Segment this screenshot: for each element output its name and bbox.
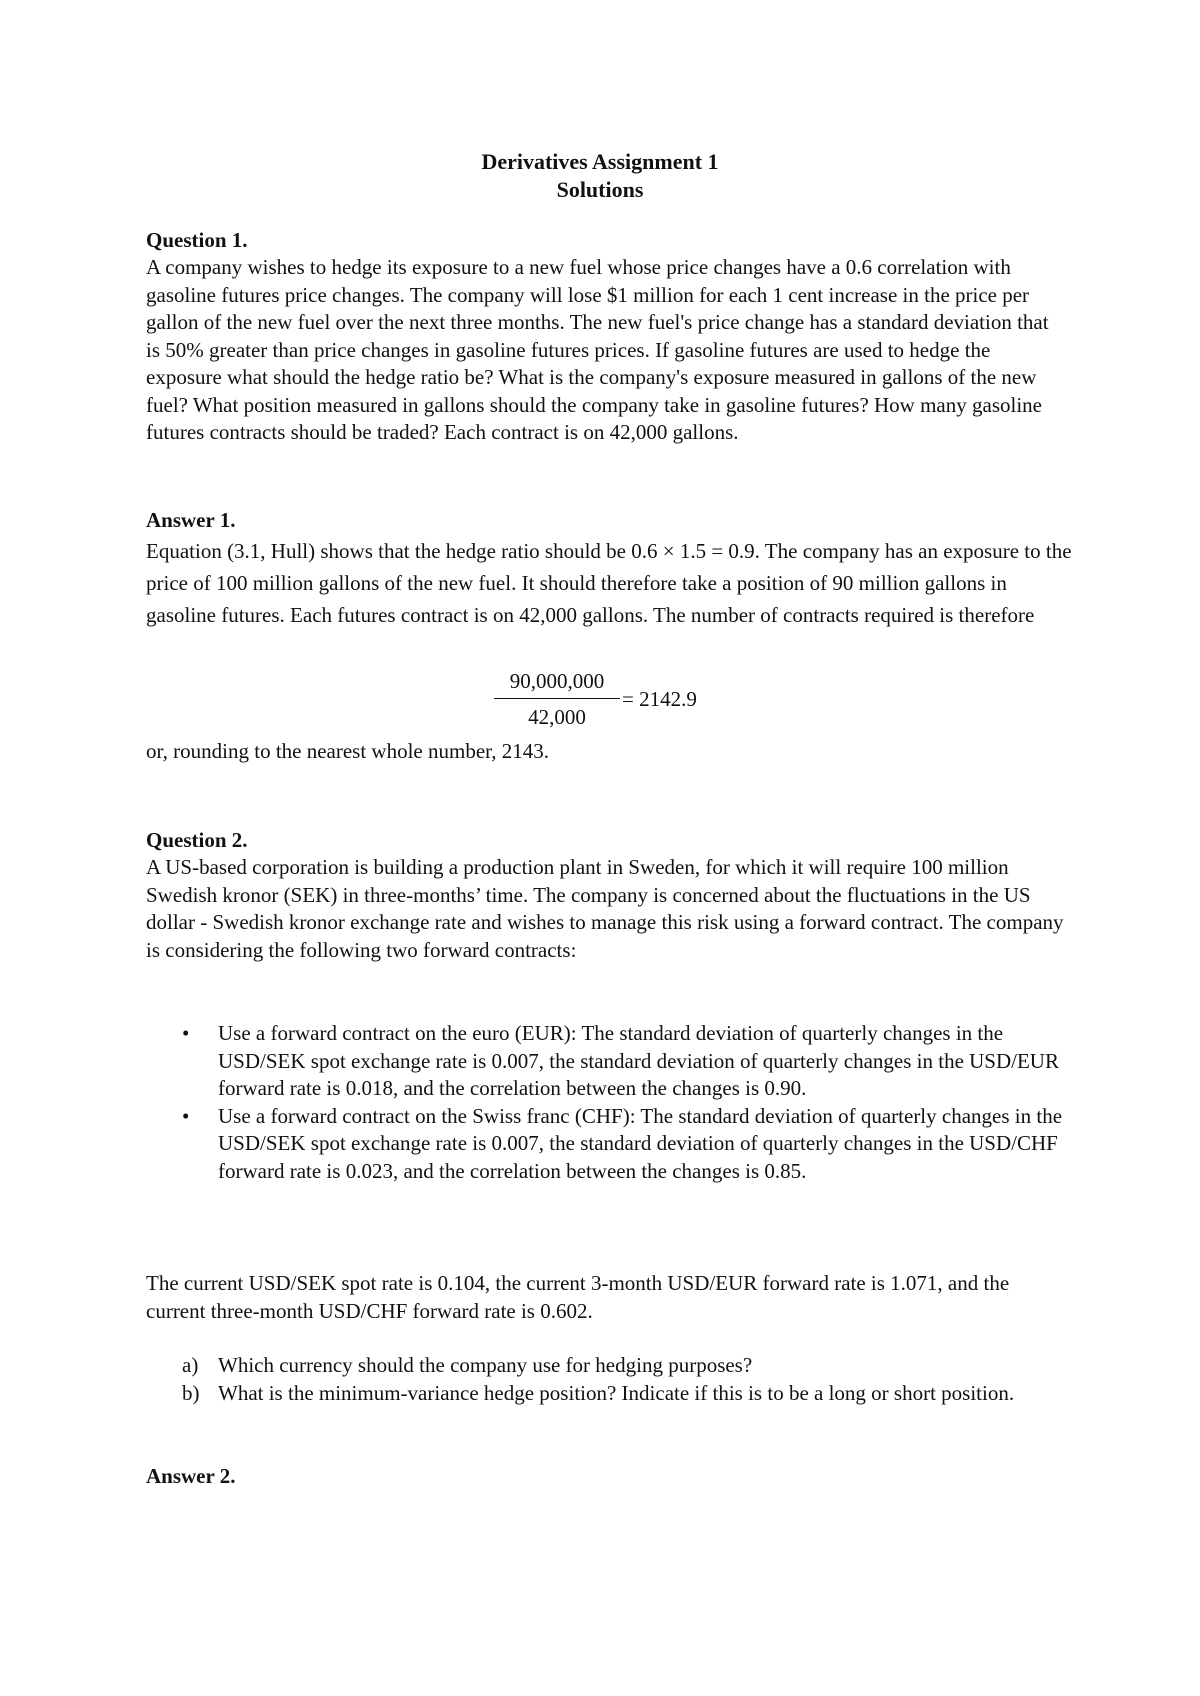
list-item (146, 1103, 1066, 1186)
document-title: Derivatives Assignment 1 (481, 149, 719, 174)
question-2-intro: A US-based corporation is building a production plant in Sweden, for which it will require 100 million Swedish kronor (SEK) in three-months’ time. The company is concerned about the fluctuations in the US dollar - Swedish kronor exchange rate and wishes to manage this risk using a forward contract. The company is considering the following two forward contracts: (146, 855, 1064, 962)
question-2-heading: Question 2. (146, 828, 248, 852)
list-item (146, 1352, 1066, 1380)
fraction-denominator: 42,000 (528, 705, 586, 729)
subquestion-marker: b) (182, 1380, 200, 1405)
bullet-icon: • (182, 1103, 190, 1128)
document-subtitle: Solutions (556, 177, 644, 202)
fraction-result: = 2142.9 (622, 687, 697, 711)
fraction-numerator: 90,000,000 (509, 669, 605, 693)
list-item-text: Use a forward contract on the euro (EUR): The standard deviation of quarterly changes in the USD/SEK spot exchange rate is 0.007, the standard deviation of quarterly changes in the USD/EUR forward rate is 0.018, and the correlation between the changes is 0.90. (218, 1021, 1059, 1100)
question-2-subquestions (146, 1352, 1066, 1407)
list-item-text: Use a forward contract on the Swiss franc (CHF): The standard deviation of quarterly changes in the USD/SEK spot exchange rate is 0.007, the standard deviation of quarterly changes in the USD/CHF forward rate is 0.023, and the correlation between the changes is 0.85. (218, 1103, 1063, 1183)
question-1-text: A company wishes to hedge its exposure to a new fuel whose price changes have a 0.6 correlation with gasoline futures price changes. The company will lose $1 million for each 1 cent increase in the price per gallon of the new fuel over the next three months. The new fuel's price change has a standard deviation that is 50% greater than price changes in gasoline futures prices. If gasoline futures are used to hedge the exposure what should the hedge ratio be? What is the company's exposure measured in gallons of the new fuel? What position measured in gallons should the company take in gasoline futures? How many gasoline futures contracts should be traded? Each contract is on 42,000 gallons. (146, 255, 1049, 444)
list-item (146, 1380, 1066, 1408)
hedge-options-list (146, 1020, 1066, 1185)
list-item (146, 1020, 1066, 1103)
bullet-icon: • (182, 1021, 190, 1045)
question-2-rates: The current USD/SEK spot rate is 0.104, the current 3-month USD/EUR forward rate is 1.071, and the current three-month USD/CHF forward rate is 0.602. (146, 1271, 1010, 1323)
answer-1-conclusion: or, rounding to the nearest whole number, 2143. (146, 739, 550, 763)
answer-1-text: Equation (3.1, Hull) shows that the hedge ratio should be 0.6 × 1.5 = 0.9. The company has an exposure to the price of 100 million gallons of the new fuel. It should therefore take a position of 90 million gallons in gasoline futures. Each futures contract is on 42,000 gallons. The number of contracts required is therefore (146, 539, 1072, 627)
answer-2-heading: Answer 2. (146, 1464, 236, 1488)
answer-1-heading: Answer 1. (146, 508, 236, 532)
fraction-bar (494, 698, 620, 699)
question-1-heading: Question 1. (146, 228, 248, 252)
subquestion-text: What is the minimum-variance hedge position? Indicate if this is to be a long or short position. (218, 1380, 1015, 1405)
subquestion-text: Which currency should the company use for hedging purposes? (218, 1353, 753, 1377)
subquestion-marker: a) (182, 1353, 199, 1377)
